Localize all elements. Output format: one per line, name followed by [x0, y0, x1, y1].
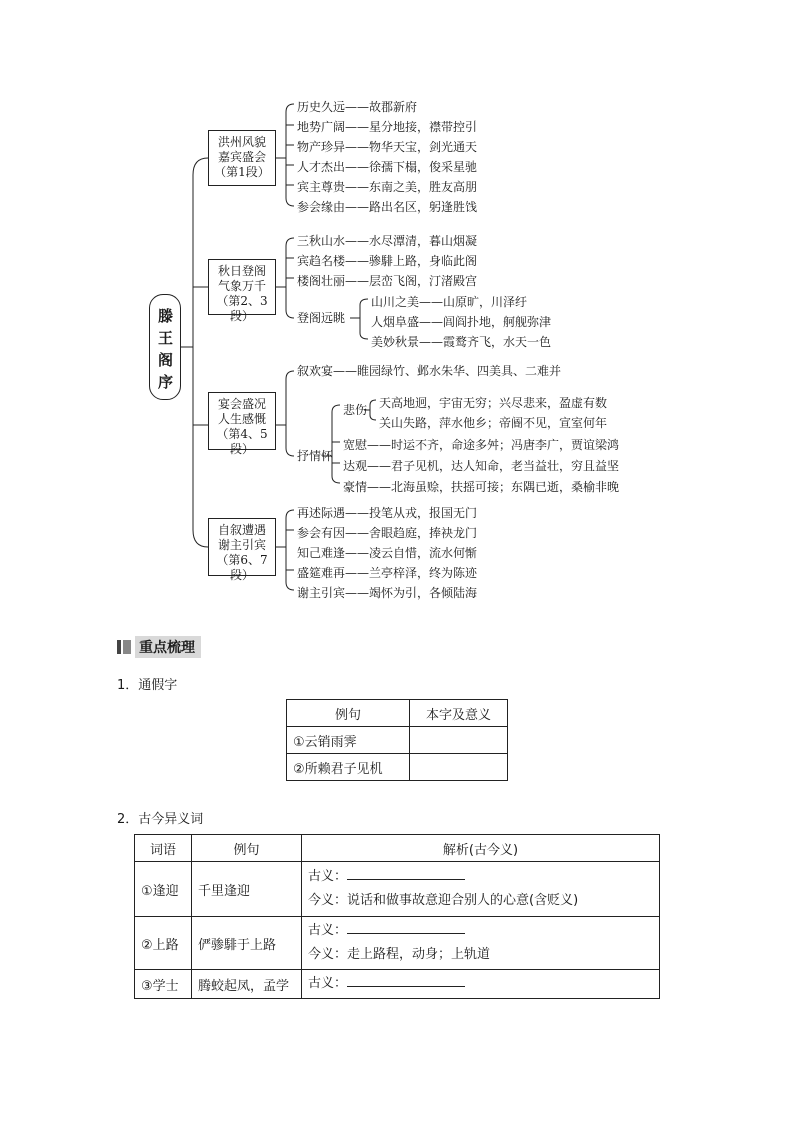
column-header: 本字及意义 [410, 700, 508, 727]
list-item: 叙欢宴——睢园绿竹、邺水朱华、四美具、二难并 [297, 364, 562, 378]
ancient-label: 古义： [308, 976, 348, 991]
table-cell: ②所赖君子见机 [287, 754, 410, 781]
section-1-items [297, 97, 477, 217]
column-header: 例句 [287, 700, 410, 727]
table-cell [410, 727, 508, 754]
grief-label: 悲伤 [343, 403, 368, 417]
ancient-label: 古义： [308, 869, 348, 884]
table-cell [410, 754, 508, 781]
sub-label-feelings: 抒情怀 [297, 449, 334, 463]
list-item: 宾趋名楼——骖騑上路，身临此阁 [297, 254, 478, 268]
table-cell [302, 970, 660, 999]
box-line: 自叙遭遇 [217, 523, 266, 537]
column-header: 词语 [135, 835, 192, 862]
box-line: （第6、7段） [216, 553, 268, 582]
blank-line [347, 921, 465, 934]
list-item: 地势广阔——星分地接，襟带控引 [297, 120, 478, 134]
section-4-items [297, 503, 477, 603]
table-cell: ②上路 [135, 917, 192, 970]
table-row [287, 754, 508, 781]
list-item: 物产珍异——物华天宝，剑光通天 [297, 140, 478, 154]
list-item: 人烟阜盛——闾阎扑地，舸舰弥津 [371, 315, 552, 329]
table-header-row [287, 700, 508, 727]
grief-items [379, 393, 607, 433]
table-cell: 腾蛟起凤，孟学 [192, 970, 302, 999]
table-cell [302, 917, 660, 970]
box-line: 嘉宾盛会 [217, 150, 266, 164]
box-line: （第4、5段） [216, 427, 268, 456]
section-2-subitems [371, 292, 551, 352]
list-item: 豪情——北海虽赊，扶摇可接；东隅已逝，桑榆非晚 [343, 480, 620, 494]
section-heading [117, 638, 201, 656]
blank-line [347, 974, 465, 987]
list-item: 参会缘由——路出名区，躬逢胜饯 [297, 200, 478, 214]
modern-meaning: 今义：说话和做事故意迎合别人的心意(含贬义) [308, 893, 579, 908]
tongjia-table [286, 699, 508, 781]
section-title-2: 2．古今异义词 [117, 812, 204, 827]
table-cell: 千里逢迎 [192, 862, 302, 917]
other-items [343, 435, 619, 498]
box-line: 宴会盛况 [217, 397, 266, 411]
sub-label-view: 登阁远眺 [297, 311, 346, 325]
box-line: 人生感慨 [217, 412, 266, 426]
list-item: 谢主引宾——竭怀为引，各倾陆海 [297, 586, 478, 600]
list-item: 宾主尊贵——东南之美，胜友高朋 [297, 180, 478, 194]
list-item: 历史久远——故郡新府 [297, 100, 418, 114]
box-line: 洪州风貌 [217, 135, 266, 149]
table-row [135, 862, 660, 917]
list-item: 参会有因——舍眼趋庭，捧袂龙门 [297, 526, 478, 540]
table-cell: 俨骖騑于上路 [192, 917, 302, 970]
section-box-1 [208, 130, 276, 186]
table-row [287, 727, 508, 754]
ancient-label: 古义： [308, 923, 348, 938]
table-header-row [135, 835, 660, 862]
section-2-items [297, 231, 477, 291]
section-box-2 [208, 259, 276, 323]
table-cell: ①云销雨霁 [287, 727, 410, 754]
heading-marker [117, 640, 121, 654]
column-header: 例句 [192, 835, 302, 862]
heading-marker [123, 640, 131, 654]
table-cell: ①逢迎 [135, 862, 192, 917]
list-item: 达观——君子见机，达人知命，老当益壮，穷且益坚 [343, 459, 620, 473]
list-item: 关山失路，萍水他乡；帝阍不见，宣室何年 [379, 416, 608, 430]
box-line: 气象万千 [217, 279, 266, 293]
box-line: （第1段） [214, 165, 270, 179]
table-row [135, 917, 660, 970]
box-line: （第2、3段） [216, 294, 268, 323]
list-item: 盛筵难再——兰亭梓泽，终为陈迹 [297, 566, 478, 580]
gujin-table [134, 834, 660, 999]
table-row [135, 970, 660, 999]
blank-line [347, 867, 465, 880]
list-item: 宽慰——时运不齐，命途多舛；冯唐李广，贾谊梁鸿 [343, 438, 620, 452]
section-box-3 [208, 392, 276, 456]
list-item: 知己难逢——凌云自惜，流水何惭 [297, 546, 478, 560]
list-item: 楼阁壮丽——层峦飞阁，汀渚殿宫 [297, 274, 478, 288]
column-header: 解析(古今义) [302, 835, 660, 862]
list-item: 三秋山水——水尽潭清，暮山烟凝 [297, 234, 478, 248]
section-box-4 [208, 518, 276, 582]
list-item: 再述际遇——投笔从戎，报国无门 [297, 506, 478, 520]
section-title-1: 1．通假字 [117, 678, 178, 693]
list-item: 美妙秋景——霞鹜齐飞，水天一色 [371, 335, 552, 349]
list-item: 天高地迥，宇宙无穷；兴尽悲来，盈虚有数 [379, 396, 608, 410]
box-line: 秋日登阁 [217, 264, 266, 278]
modern-meaning: 今义：走上路程，动身；上轨道 [308, 947, 491, 962]
list-item: 人才杰出——徐孺下榻，俊采星驰 [297, 160, 478, 174]
table-cell: ③学士 [135, 970, 192, 999]
heading-title: 重点梳理 [135, 636, 201, 658]
mindmap-root [149, 294, 181, 400]
list-item: 山川之美——山原旷，川泽纡 [371, 295, 528, 309]
table-cell [302, 862, 660, 917]
root-title: 滕王阁序 [158, 307, 174, 391]
box-line: 谢主引宾 [217, 538, 266, 552]
